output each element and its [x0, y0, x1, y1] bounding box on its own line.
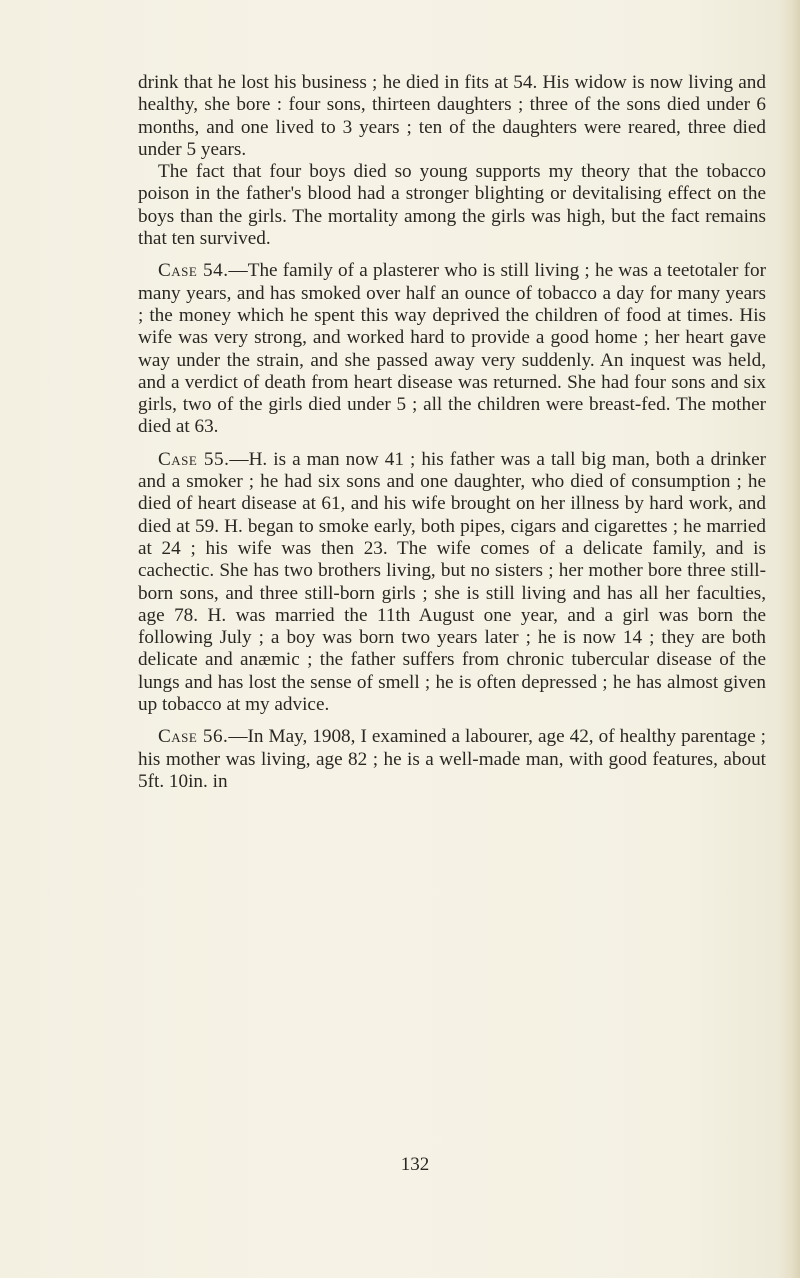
paragraph-theory	[138, 161, 766, 250]
paragraph-text: drink that he lost his business ; he died in fits at 54. His widow is now living and healthy, she bore : four sons, thirteen daughters ; three of the sons died under 6 months, and one lived to 3 years ; ten of the daughters were reared, three died under 5 years.	[138, 72, 766, 160]
case-label: Case 56.	[158, 726, 229, 748]
page-edge-shadow	[778, 0, 800, 1278]
paragraph-case-56	[138, 726, 766, 793]
paragraph-text: —H. is a man now 41 ; his father was a tall big man, both a drinker and a smoker ; he had six sons and one daughter, who died of consumption ; he died of heart disease at 61, and his wife brought on her illness by hard work, and died at 59. H. began to smoke early, both pipes, cigars and cigarettes ; he married at 24 ; his wife was then 23. The wife comes of a delicate family, and is cachectic. She has two brothers living, but no sisters ; her mother bore three still-born sons, and three still-born girls ; she is still living and has all her faculties, age 78. H. was married the 11th August one year, and a girl was born the following July ; a boy was born two years later ; he is now 14 ; they are both delicate and anæmic ; the father suffers from chronic tubercular disease of the lungs and has lost the sense of smell ; he is often depressed ; he has almost given up tobacco at my advice.	[138, 448, 766, 716]
case-label: Case 54.	[158, 260, 229, 282]
paragraph-text: —In May, 1908, I examined a labourer, age 42, of healthy parentage ; his mother was living, age 82 ; he is a well-made man, with good features, about 5ft. 10in. in	[138, 726, 766, 792]
paragraph-continuation	[138, 72, 766, 161]
case-label: Case 55.	[158, 448, 230, 470]
paragraph-case-55	[138, 449, 766, 717]
page-number: 132	[400, 1154, 430, 1175]
paragraph-text: The fact that four boys died so young supports my theory that the tobacco poison in the father's blood had a stronger blighting or devitalising effect on the boys than the girls. The mortality among the girls was high, but the fact remains that ten survived.	[138, 161, 766, 250]
paragraph-case-54	[138, 260, 766, 438]
page-body-text	[138, 72, 766, 793]
paragraph-text: —The family of a plasterer who is still living ; he was a teetotaler for many years, and has smoked over half an ounce of tobacco a day for many years ; the money which he spent this way deprived the children of food at times. His wife was very strong, and worked hard to provide a good home ; her heart gave way under the strain, and she passed away very suddenly. An inquest was held, and a verdict of death from heart disease was returned. She had four sons and six girls, two of the girls died under 5 ; all the children were breast-fed. The mother died at 63.	[138, 260, 766, 438]
